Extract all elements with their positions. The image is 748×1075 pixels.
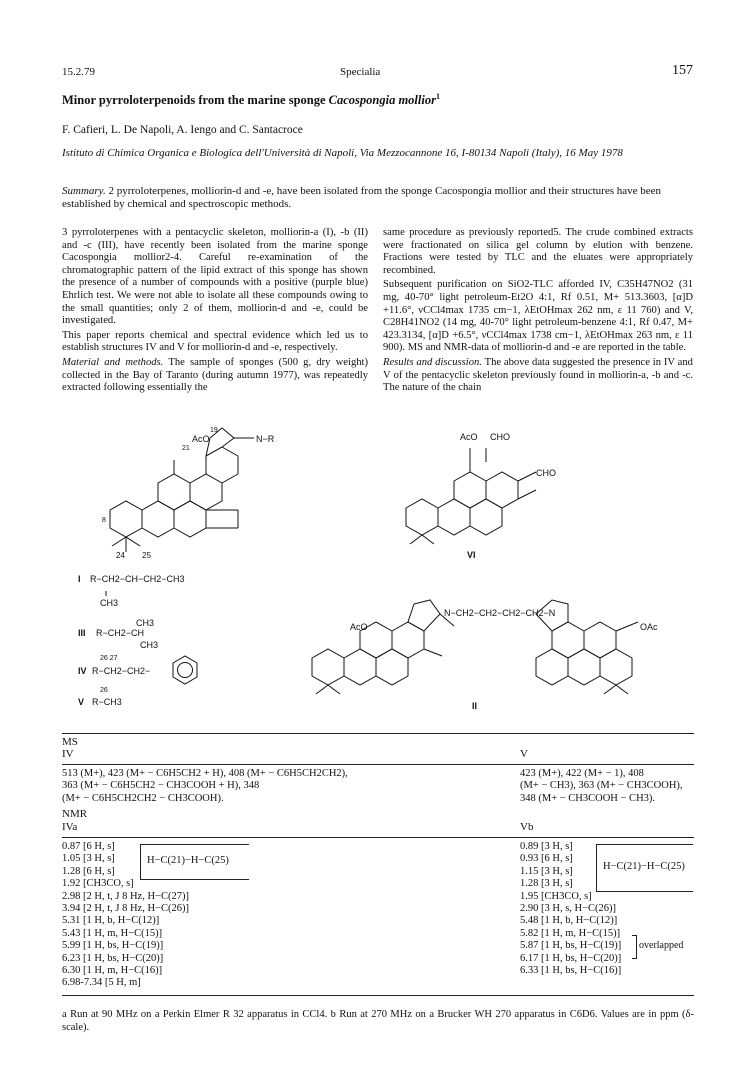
table-subhead-rule xyxy=(62,764,694,765)
r-group-iii-up: CH3 xyxy=(136,618,155,628)
nmr-iv-line: 1.28 [6 H, s] xyxy=(62,865,115,877)
locant-19: 19 xyxy=(210,427,218,434)
aco-label-i: AcO xyxy=(192,434,210,444)
nmr-iv-line: 5.43 [1 H, m, H−C(15)] xyxy=(62,927,163,939)
results-text: The above data suggested the presence in IV and V of the pentacyclic skeleton previously found in molliorin-a, -b and -c. The nature of the chain xyxy=(383,356,693,394)
ms-v-line: (M+ − CH3), 363 (M+ − CH3COOH), xyxy=(520,780,683,792)
r-group-i: R−CH2−CH−CH2−CH3 xyxy=(90,574,185,584)
table-bottom-rule xyxy=(62,995,694,996)
nmr-iv-line: 1.92 [CH3CO, s] xyxy=(62,878,134,890)
paragraph-methods xyxy=(62,357,368,395)
nmr-v-line: 5.82 [1 H, m, H−C(15)] xyxy=(520,927,621,939)
body-column-right xyxy=(383,227,693,397)
results-label: Results and discussion. xyxy=(383,356,482,368)
ms-iv-data xyxy=(62,768,348,805)
aco-label-ii: AcO xyxy=(350,622,368,632)
affiliation: Istituto di Chimica Organica e Biologica dell'Università di Napoli, Via Mezzocannone 16, I-80134 Napoli (Italy), 16 May 1978 xyxy=(62,147,623,159)
paragraph-purification: Subsequent purification on SiO2-TLC afforded IV, C35H47NO2 (31 mg, 40-70° light petroleum-Et2O 4:1, Rf 0.51, M+ 513.3603, [α]D +11.6°, νCCl4max 1735 cm−1, λEtOHmax 262 nm, ε 11 760) and V, C28H41NO2 (14 mg, 40-70° light petroleum-benzene 4:1, Rf 0.47, M+ 423.3134, [α]D +6.5°, νCCl4max 1738 cm−1, λEtOHmax 263 nm, ε 11 900). MS and NMR-data of molliorin-d and -e are reported in the table. xyxy=(383,279,693,354)
nmr-v-overlap-bracket xyxy=(632,935,637,959)
nmr-iv-heading: IVa xyxy=(62,821,78,833)
benzene-ring-iv xyxy=(173,656,197,684)
methods-text: The sample of sponges (500 g, dry weight) collected in the Bay of Taranto (during autumn 1977), was repeatedly extracted following essentially the xyxy=(62,356,369,394)
nmr-v-line: 0.89 [3 H, s] xyxy=(520,841,573,852)
locants-iv: 26 27 xyxy=(100,655,118,662)
compound-i-label: I xyxy=(78,574,81,584)
nmr-v-line: 1.15 [3 H, s] xyxy=(520,865,573,877)
nmr-v-bracket-label: H−C(21)−H−C(25) xyxy=(603,861,685,872)
body-column-left xyxy=(62,227,368,397)
skeleton-vi xyxy=(406,448,536,544)
methods-label: Material and methods. xyxy=(62,356,164,368)
r-group-iii: R−CH2−CH xyxy=(96,628,145,638)
ms-v-line: 348 (M+ − CH3COOH − CH3). xyxy=(520,792,656,804)
nmr-v-line: 6.33 [1 H, bs, H−C(16)] xyxy=(520,965,622,977)
nmr-iv-bracket-label: H−C(21)−H−C(25) xyxy=(147,855,229,866)
locant-v: 26 xyxy=(100,687,108,694)
skeleton-dimer-left xyxy=(312,600,454,694)
nmr-v-line: 0.93 [6 H, s] xyxy=(520,853,573,865)
running-head-section: Specialia xyxy=(340,66,381,78)
nmr-v-line: 5.87 [1 H, bs, H−C(19)] xyxy=(520,940,622,952)
nmr-v-overlap-label: overlapped xyxy=(639,940,684,951)
ms-heading: MS xyxy=(62,736,78,748)
nmr-v-line: 1.28 [3 H, s] xyxy=(520,878,573,890)
nmr-v-heading: Vb xyxy=(520,821,534,833)
ms-iv-line: 513 (M+), 423 (M+ − C6H5CH2 + H), 408 (M+ − C6H5CH2CH2), xyxy=(62,768,348,779)
nmr-iv-line: 3.94 [2 H, t, J 8 Hz, H−C(26)] xyxy=(62,903,189,915)
table-footnote: a Run at 90 MHz on a Perkin Elmer R 32 apparatus in CCl4. b Run at 270 MHz on a Brucker WH 270 apparatus in C6D6. Values are in ppm (δ-scale). xyxy=(62,1009,694,1033)
nmr-v-line: 2.90 [3 H, s, H−C(26)] xyxy=(520,903,617,915)
nmr-iv-line: 2.98 [2 H, t, J 8 Hz, H−C(27)] xyxy=(62,890,189,902)
ms-iv-line: (M+ − C6H5CH2CH2 − CH3COOH). xyxy=(62,792,224,804)
aco-label-vi: AcO xyxy=(460,432,478,442)
paragraph-procedure: same procedure as previously reported5. The crude combined extracts were fractionated on silica gel column by elution with benzene. Fractions were tested by TLC and the eluates were appropriately recombined. xyxy=(383,227,693,276)
nmr-v-line: 1.95 [CH3CO, s] xyxy=(520,890,592,902)
compound-iv-label: IV xyxy=(78,666,87,676)
title-footnote-mark: 1 xyxy=(435,92,440,101)
paragraph-results xyxy=(383,357,693,395)
nr-label: N−R xyxy=(256,434,275,444)
running-head-date: 15.2.79 xyxy=(62,66,95,78)
r-group-iii-down: CH3 xyxy=(140,640,159,650)
page-number: 157 xyxy=(672,63,693,78)
paragraph-aim: This paper reports chemical and spectral evidence which led us to establish structures IV and V for molliorin-d and -e, respectively. xyxy=(62,329,368,354)
compound-v-label: V xyxy=(78,697,85,707)
nmr-iv-line: 6.98-7.34 [5 H, m] xyxy=(62,977,141,989)
nmr-iv-line: 5.31 [1 H, b, H−C(12)] xyxy=(62,915,160,927)
ms-v-line: 423 (M+), 422 (M+ − 1), 408 xyxy=(520,768,644,779)
nmr-heading: NMR xyxy=(62,808,88,820)
oac-label-ii: OAc xyxy=(640,622,658,632)
author-list: F. Cafieri, L. De Napoli, A. Iengo and C. Santacroce xyxy=(62,124,303,136)
ms-v-heading: V xyxy=(520,748,528,760)
ms-v-data xyxy=(520,768,683,805)
nmr-iv-line: 6.23 [1 H, bs, H−C(20)] xyxy=(62,952,164,964)
ms-iv-heading: IV xyxy=(62,748,74,760)
nmr-iv-line: 5.99 [1 H, bs, H−C(19)] xyxy=(62,940,164,952)
summary-text: 2 pyrroloterpenes, molliorin-d and -e, have been isolated from the sponge Cacospongia mollior and their structures have been established by chemical and spectroscopic methods. xyxy=(62,185,662,211)
locant-25: 25 xyxy=(142,551,151,560)
nmr-v-line: 6.17 [1 H, bs, H−C(20)] xyxy=(520,952,622,964)
ms-iv-line: 363 (M+ − C6H5CH2 − CH3COOH + H), 348 xyxy=(62,780,260,792)
nmr-subhead-rule xyxy=(62,837,694,838)
r-group-iv: R−CH2−CH2− xyxy=(92,666,151,676)
compound-ii-label: II xyxy=(472,701,478,711)
structure-figure xyxy=(62,420,694,722)
title-species: Cacospongia mollior xyxy=(328,93,436,108)
dimer-chain: N−CH2−CH2−CH2−CH2−N xyxy=(444,608,556,618)
summary xyxy=(62,185,692,212)
cho-label-vi-top: CHO xyxy=(490,432,510,442)
r-group-i-branch: CH3 xyxy=(100,598,119,608)
article-title xyxy=(62,92,440,108)
locant-24: 24 xyxy=(116,551,125,560)
nmr-v-line: 5.48 [1 H, b, H−C(12)] xyxy=(520,915,618,927)
title-main: Minor pyrroloterpenoids from the marine sponge xyxy=(62,93,329,108)
compound-vi-label: VI xyxy=(467,550,476,560)
compound-iii-label: III xyxy=(78,628,86,638)
paragraph-intro: 3 pyrroloterpenes with a pentacyclic skeleton, molliorin-a (I), -b (II) and -c (III), have recently been isolated from the marine sponge Cacospongia mollior2-4. Careful re-examination of the chromatographic pattern of the lipid extract of this sponge has shown the presence of a number of compounds with a positive (purple blue) Ehrlich test. We were not able to isolate all these compounds owing to the small quantities; only 2 of them, molliorin-d and -e, could be investigated. xyxy=(62,227,368,327)
nmr-iv-line: 1.05 [3 H, s] xyxy=(62,853,115,865)
table-top-rule xyxy=(62,733,694,734)
cho-label-vi-side: CHO xyxy=(536,468,556,478)
nmr-iv-line: 0.87 [6 H, s] xyxy=(62,841,115,852)
locant-1: 8 xyxy=(102,517,106,524)
r-group-v: R−CH3 xyxy=(92,697,122,707)
nmr-iv-line: 6.30 [1 H, m, H−C(16)] xyxy=(62,965,163,977)
summary-label: Summary. xyxy=(62,185,106,197)
locant-21: 21 xyxy=(182,445,190,452)
